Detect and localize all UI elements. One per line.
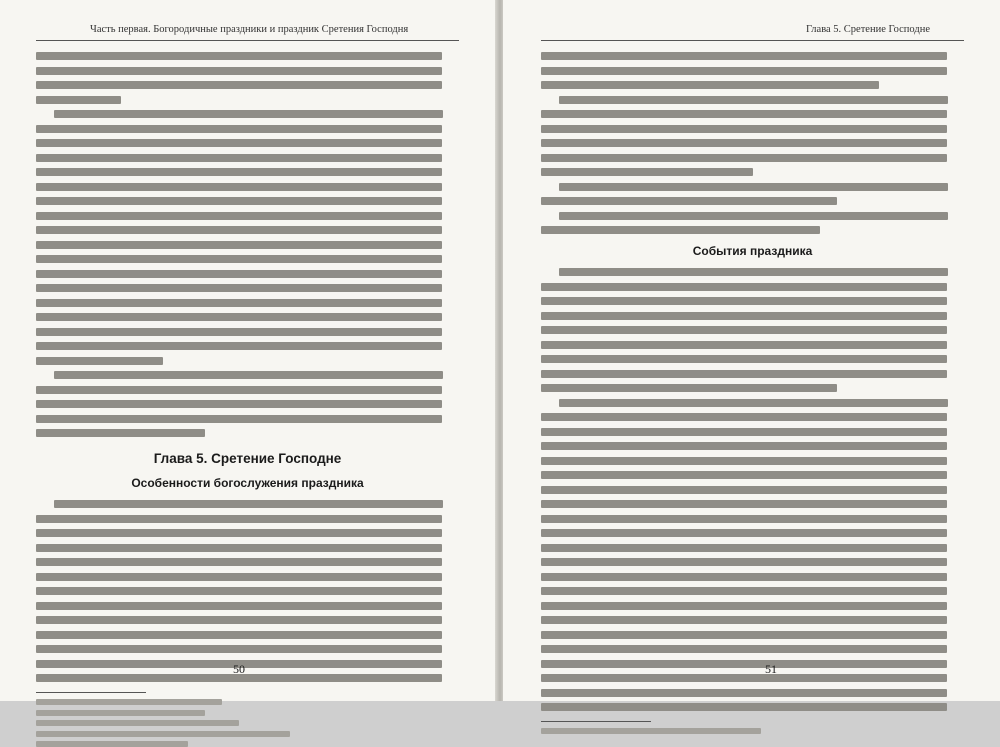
footnote-rule xyxy=(541,721,651,722)
running-header: Глава 5. Сретение Господне xyxy=(806,24,930,35)
body-text-block xyxy=(541,52,964,234)
body-text-block xyxy=(36,52,459,437)
footnote-rule xyxy=(36,692,146,693)
section-title: События праздника xyxy=(692,244,813,258)
chapter-title: Глава 5. Сретение Господне xyxy=(153,451,342,466)
section-title: Особенности богослужения праздника xyxy=(131,476,364,490)
header-rule xyxy=(541,40,964,41)
footnotes xyxy=(541,728,964,734)
footnotes xyxy=(36,699,459,747)
body-text-block xyxy=(541,268,964,711)
header-rule xyxy=(36,40,459,41)
left-page xyxy=(0,0,497,701)
running-header: Часть первая. Богородичные праздники и праздник Сретения Господня xyxy=(90,24,409,35)
body-text-block xyxy=(36,500,459,682)
right-page xyxy=(503,0,1000,701)
page-number: 50 xyxy=(233,662,245,676)
page-number: 51 xyxy=(765,662,777,676)
